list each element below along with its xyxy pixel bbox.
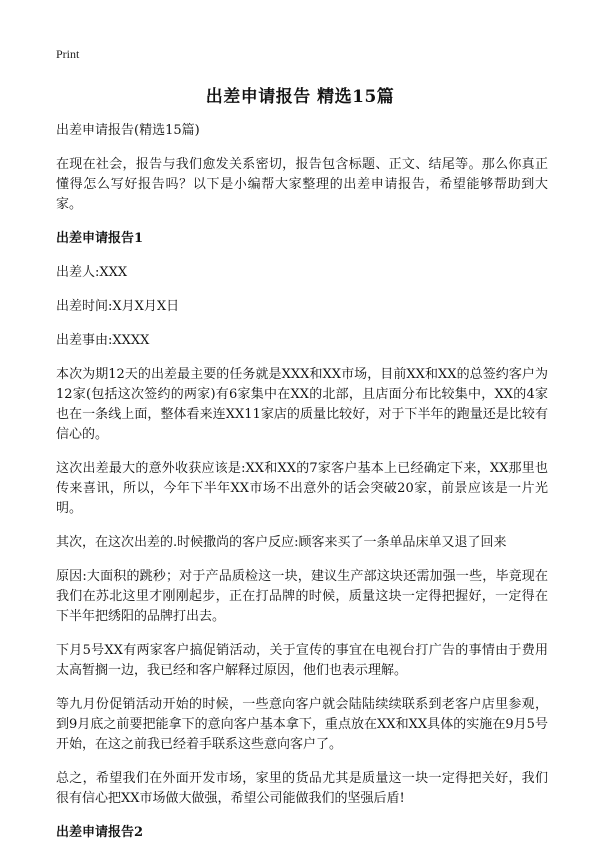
body-paragraph: 其次，在这次出差的.时候撒尚的客户反应:顾客来买了一条单品床单又退了回来 bbox=[56, 535, 507, 550]
intro-paragraph: 在现在社会，报告与我们愈发关系密切，报告包含标题、正文、结尾等。那么你真正懂得怎么写好报告吗？以下是小编帮大家整理的出差申请报告，希望能够帮助到大家。 bbox=[56, 157, 548, 212]
section-heading-1: 出差申请报告1 bbox=[56, 231, 144, 246]
traveler-field: 出差人:XXX bbox=[56, 265, 128, 280]
travel-reason-field: 出差事由:XXXX bbox=[56, 333, 150, 348]
body-paragraph: 原因:大面积的跳秒；对于产品质检这一块，建议生产部这块还需加强一些，毕竟现在我们在苏北这里才刚刚起步，正在打品牌的时候，质量这块一定得把握好，一定得在下半年把绣阳的品牌打出去。 bbox=[56, 569, 548, 624]
body-paragraph: 下月5号XX有两家客户搞促销活动，关于宣传的事宜在电视台打广告的事情由于费用太高暂搁一边，我已经和客户解释过原因，他们也表示理解。 bbox=[56, 643, 548, 678]
body-paragraph: 这次出差最大的意外收获应该是:XX和XX的7家客户基本上已经确定下来，XX那里也传来喜讯，所以，今年下半年XX市场不出意外的话会突破20家，前景应该是一片光明。 bbox=[56, 461, 548, 516]
page-title: 出差申请报告 精选15篇 bbox=[205, 87, 395, 107]
body-paragraph: 本次为期12天的出差最主要的任务就是XXX和XX市场，目前XX和XX的总签约客户为12家(包括这次签约的两家)有6家集中在XX的北部，且店面分布比较集中，XX的4家也在一条线上面，整体看来连XX11家店的质量比较好，对于下半年的跑量还是比较有信心的。 bbox=[56, 367, 548, 442]
section-heading-2: 出差申请报告2 bbox=[56, 825, 144, 840]
print-label: Print bbox=[56, 47, 80, 61]
body-paragraph: 等九月份促销活动开始的时候，一些意向客户就会陆陆续续联系到老客户店里参观，到9月底之前要把能拿下的意向客户基本拿下，重点放在XX和XX具体的实施在9月5号开始，在这之前我已经着手联系这些意向客户了。 bbox=[56, 697, 548, 752]
travel-time-field: 出差时间:X月X月X日 bbox=[56, 299, 180, 314]
document-body bbox=[56, 121, 548, 857]
document-subtitle: 出差申请报告(精选15篇) bbox=[56, 123, 200, 138]
body-paragraph: 总之，希望我们在外面开发市场，家里的货品尤其是质量这一块一定得把关好，我们很有信心把XX市场做大做强，希望公司能做我们的坚强后盾! bbox=[56, 771, 548, 806]
